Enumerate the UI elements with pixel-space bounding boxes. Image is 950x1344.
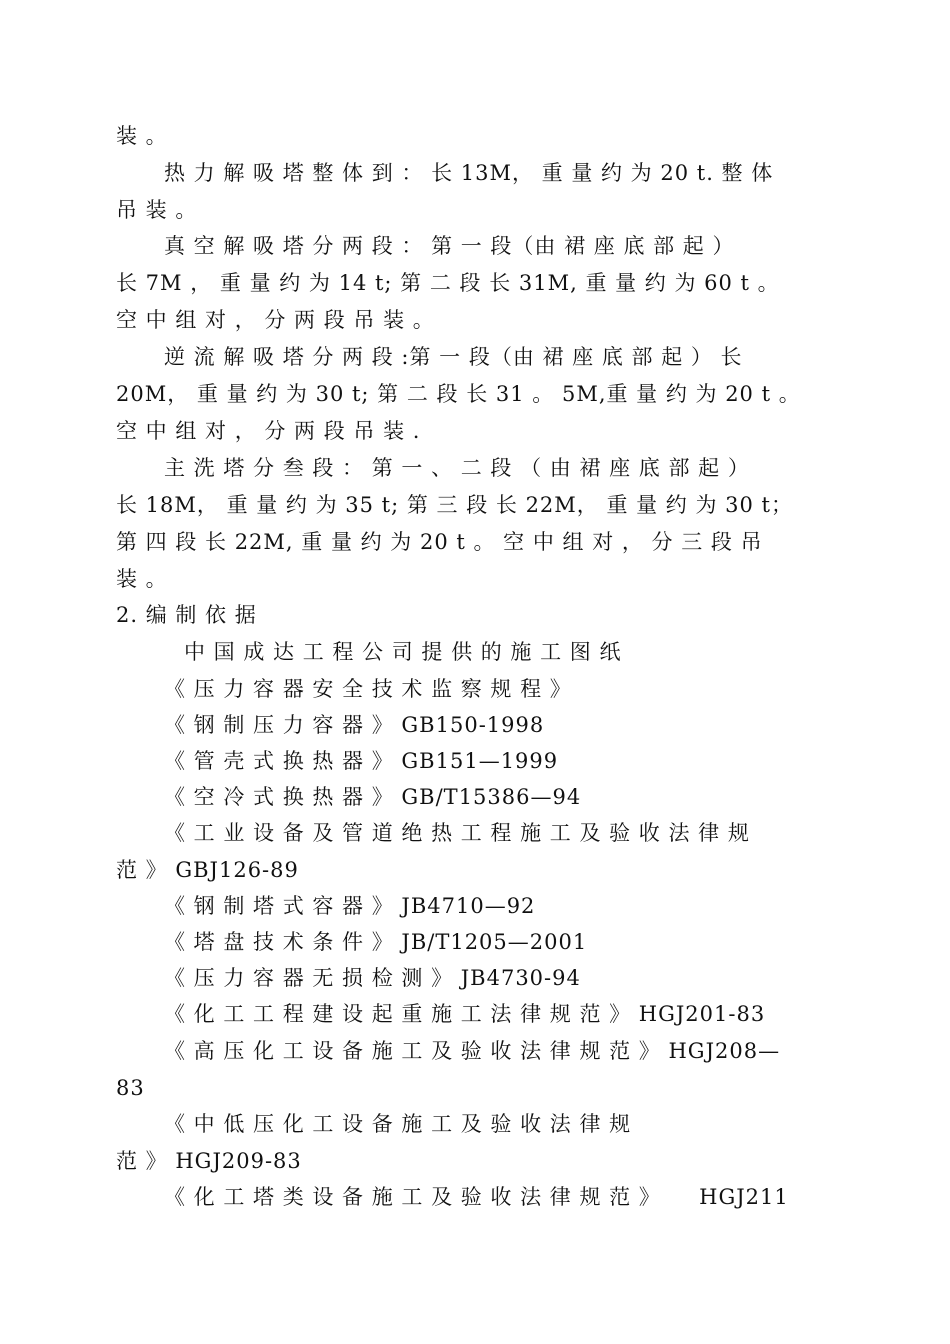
text-line: 装 。 (116, 124, 168, 148)
text-line: 长 7M ， 重 量 约 为 14 t; 第 二 段 长 31M, 重 量 约 为 60 t 。 (116, 271, 780, 295)
text-line: 第 四 段 长 22M, 重 量 约 为 20 t 。 空 中 组 对 ， 分 三 段 吊 (116, 530, 763, 554)
text-line: 空 中 组 对 ， 分 两 段 吊 装 。 (116, 308, 435, 332)
text-line: 吊 装 。 (116, 198, 198, 222)
text-line: 空 中 组 对 ， 分 两 段 吊 装 . (116, 419, 421, 443)
section-heading: 2. 编 制 依 据 (116, 603, 257, 627)
reference-item: 《 工 业 设 备 及 管 道 绝 热 工 程 施 工 及 验 收 法 律 规 (164, 821, 750, 845)
text-line: 装 。 (116, 567, 168, 591)
reference-item: 《 压 力 容 器 安 全 技 术 监 察 规 程 》 (164, 677, 572, 701)
text-line: 中 国 成 达 工 程 公 司 提 供 的 施 工 图 纸 (184, 640, 622, 664)
text-line: 主 洗 塔 分 叁 段 ： 第 一 、 二 段 （ 由 裙 座 底 部 起 ） (164, 456, 750, 480)
text-line: 20M， 重 量 约 为 30 t; 第 二 段 长 31 。 5M,重 量 约 为 20 t 。 (116, 382, 801, 406)
reference-item: 《 压 力 容 器 无 损 检 测 》 JB4730-94 (164, 966, 581, 990)
reference-item: 《 中 低 压 化 工 设 备 施 工 及 验 收 法 律 规 (164, 1112, 632, 1136)
text-line: 热 力 解 吸 塔 整 体 到 ： 长 13M， 重 量 约 为 20 t. 整 体 (164, 161, 774, 185)
reference-item: 《 管 壳 式 换 热 器 》 GB151—1999 (164, 749, 559, 773)
reference-item: 《 高 压 化 工 设 备 施 工 及 验 收 法 律 规 范 》 HGJ208— (164, 1039, 781, 1063)
reference-item: 《 空 冷 式 换 热 器 》 GB/T15386—94 (164, 785, 582, 809)
reference-item: 《 化 工 塔 类 设 备 施 工 及 验 收 法 律 规 范 》 HGJ211 (164, 1185, 789, 1209)
reference-item: 83 (116, 1076, 145, 1100)
reference-item: 《 塔 盘 技 术 条 件 》 JB/T1205—2001 (164, 930, 588, 954)
text-line: 长 18M， 重 量 约 为 35 t; 第 三 段 长 22M， 重 量 约 为 30 t； (116, 493, 793, 517)
text-line: 逆 流 解 吸 塔 分 两 段 :第 一 段（由 裙 座 底 部 起 ） 长 (164, 345, 743, 369)
reference-item: 范 》 GBJ126-89 (116, 858, 299, 882)
reference-item: 范 》 HGJ209-83 (116, 1149, 302, 1173)
reference-item: 《 钢 制 压 力 容 器 》 GB150-1998 (164, 713, 545, 737)
reference-item: 《 钢 制 塔 式 容 器 》 JB4710—92 (164, 894, 536, 918)
text-line: 真 空 解 吸 塔 分 两 段 ： 第 一 段（由 裙 座 底 部 起 ） (164, 234, 735, 258)
reference-item: 《 化 工 工 程 建 设 起 重 施 工 法 律 规 范 》 HGJ201-83 (164, 1002, 766, 1026)
